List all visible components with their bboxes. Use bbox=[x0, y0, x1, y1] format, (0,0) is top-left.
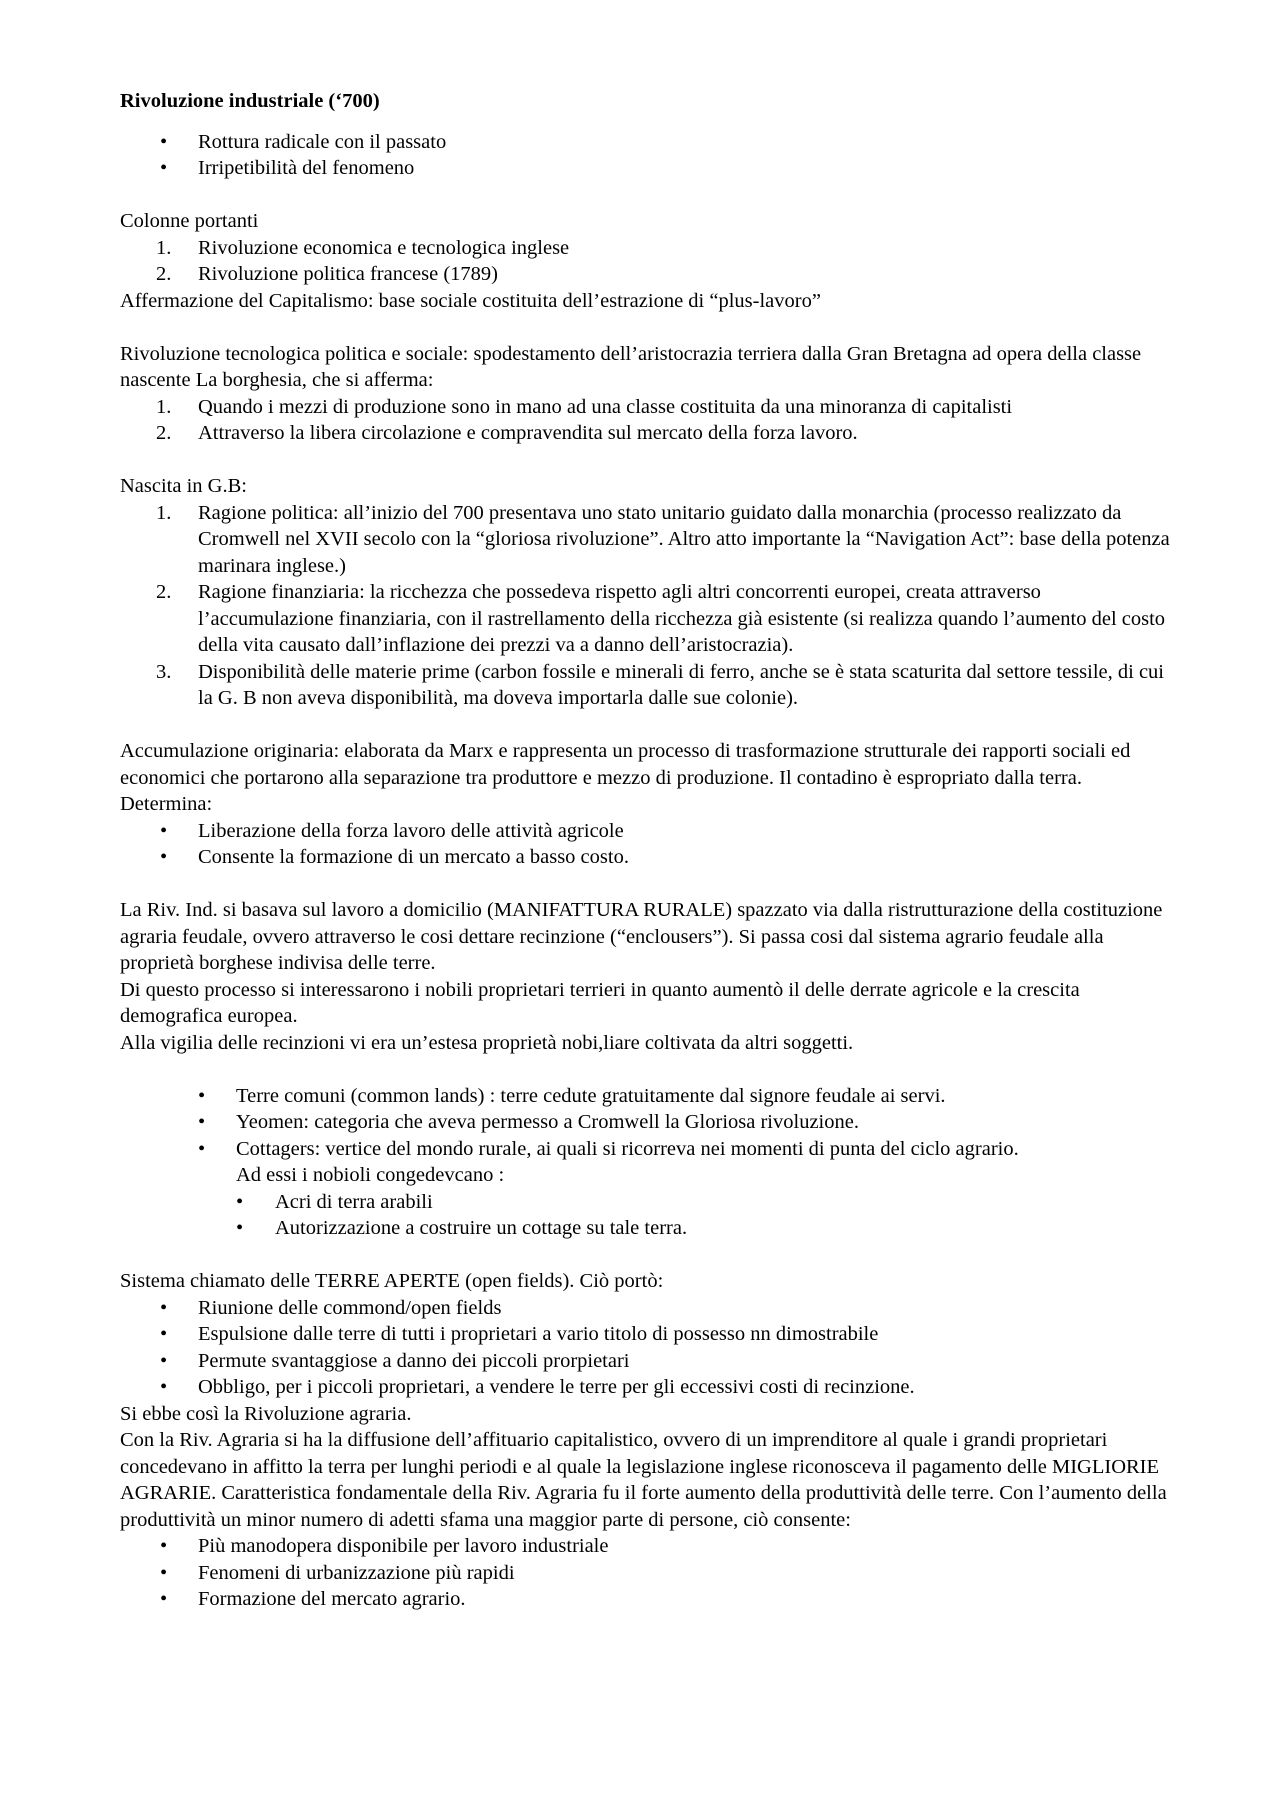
list-item: • Rottura radicale con il passato bbox=[120, 129, 1180, 156]
list-item: • Acri di terra arabili bbox=[120, 1189, 1180, 1216]
list-item: • Espulsione dalle terre di tutti i proprietari a vario titolo di possesso nn dimostrabile bbox=[120, 1321, 1180, 1348]
list-item: • Liberazione della forza lavoro delle attività agricole bbox=[120, 818, 1180, 845]
list-item: • Consente la formazione di un mercato a basso costo. bbox=[120, 844, 1180, 871]
agraria-paragraph: Con la Riv. Agraria si ha la diffusione dell’affituario capitalistico, ovvero di un imprenditore al quale i grandi proprietari concedevano in affitto la terra per lunghi periodi e al quale la legislazione inglese riconosceva il pagamento delle MIGLIORIE AGRARIE. Caratteristica fondamentale della Riv. Agraria fu il forte aumento della produttività delle terre. Con l’aumento della produttività un minor numero di adetti sfama una maggior parte di persone, ciò consente: bbox=[120, 1429, 1167, 1531]
determina-heading: Determina: bbox=[120, 793, 213, 815]
rivoluzione-industriale-paragraph: La Riv. Ind. si basava sul lavoro a domicilio (MANIFATTURA RURALE) spazzato via dalla ristrutturazione della costituzione agraria feudale, ovvero attraverso le cosi dettare recinzione (“enclousers”). Si passa cosi dal sistema agrario feudale alla proprietà borghese indivisa delle terre. bbox=[120, 899, 1163, 974]
list-item: • Riunione delle commond/open fields bbox=[120, 1295, 1180, 1322]
list-item: 1. Quando i mezzi di produzione sono in mano ad una classe costituita da una minoranza di capitalisti bbox=[120, 394, 1180, 421]
cottagers-sub-list bbox=[120, 1189, 1180, 1242]
list-item: • Terre comuni (common lands) : terre cedute gratuitamente dal signore feudale ai servi. bbox=[120, 1083, 1180, 1110]
capitalismo-paragraph: Affermazione del Capitalismo: base sociale costituita dell’estrazione di “plus-lavoro” bbox=[120, 289, 821, 312]
determina-bullet-list bbox=[120, 818, 1180, 871]
rivoluzione-tecnologica-paragraph: Rivoluzione tecnologica politica e sociale: spodestamento dell’aristocrazia terriera dalla Gran Bretagna ad opera della classe nascente La borghesia, che si afferma: bbox=[120, 342, 1142, 391]
interesse-paragraph: Di questo processo si interessarono i nobili proprietari terrieri in quanto aumentò il delle derrate agricole e la crescita demografica europea. bbox=[120, 978, 1080, 1027]
list-item: 2. Rivoluzione politica francese (1789) bbox=[120, 261, 1180, 288]
accumulazione-paragraph: Accumulazione originaria: elaborata da Marx e rappresenta un processo di trasformazione strutturale dei rapporti sociali ed economici che portarono alla separazione tra produttore e mezzo di produzione. Il contadino è espropriato dalla terra. bbox=[120, 740, 1131, 789]
list-item: 2. Ragione finanziaria: la ricchezza che possedeva rispetto agli altri concorrenti europei, creata attraverso l’accumulazione finanziaria, con il rastrellamento della ricchezza già esistente (si realizza quando l’aumento del costo della vita causato dall’inflazione dei prezzi va a danno dell’aristocrazia). bbox=[120, 579, 1180, 659]
nascita-heading: Nascita in G.B: bbox=[120, 475, 247, 497]
list-item: • Yeomen: categoria che aveva permesso a Cromwell la Gloriosa rivoluzione. bbox=[120, 1109, 1180, 1136]
terre-aperte-bullet-list bbox=[120, 1295, 1180, 1401]
list-item: • Irripetibilità del fenomeno bbox=[120, 155, 1180, 182]
list-item: • Obbligo, per i piccoli proprietari, a vendere le terre per gli eccessivi costi di recinzione. bbox=[120, 1374, 1180, 1401]
list-item: • Più manodopera disponibile per lavoro industriale bbox=[120, 1533, 1180, 1560]
soggetti-bullet-list bbox=[120, 1083, 1180, 1163]
intro-bullet-list bbox=[120, 129, 1180, 182]
list-item: • Cottagers: vertice del mondo rurale, ai quali si ricorreva nei momenti di punta del ciclo agrario. bbox=[120, 1136, 1180, 1163]
colonne-heading: Colonne portanti bbox=[120, 210, 259, 232]
terre-aperte-heading: Sistema chiamato delle TERRE APERTE (open fields). Ciò portò: bbox=[120, 1270, 664, 1292]
list-item: 2. Attraverso la libera circolazione e compravendita sul mercato della forza lavoro. bbox=[120, 420, 1180, 447]
consente-bullet-list bbox=[120, 1533, 1180, 1613]
list-item: 1. Ragione politica: all’inizio del 700 presentava uno stato unitario guidato dalla monarchia (processo realizzato da Cromwell nel XVII secolo con la “gloriosa rivoluzione”. Altro atto importante la “Navigation Act”: base della potenza marinara inglese.) bbox=[120, 500, 1180, 580]
list-item: 3. Disponibilità delle materie prime (carbon fossile e minerali di ferro, anche se è stata scaturita dal settore tessile, di cui la G. B non aveva disponibilità, ma doveva importarla dalle sue colonie). bbox=[120, 659, 1180, 712]
list-item: • Fenomeni di urbanizzazione più rapidi bbox=[120, 1560, 1180, 1587]
list-item: • Autorizzazione a costruire un cottage su tale terra. bbox=[120, 1215, 1180, 1242]
rivtec-numbered-list bbox=[120, 394, 1180, 447]
rivoluzione-agraria-line: Si ebbe così la Rivoluzione agraria. bbox=[120, 1402, 412, 1425]
nascita-numbered-list bbox=[120, 500, 1180, 712]
vigilia-paragraph: Alla vigilia delle recinzioni vi era un’estesa proprietà nobi,liare coltivata da altri soggetti. bbox=[120, 1031, 854, 1054]
list-item: • Formazione del mercato agrario. bbox=[120, 1586, 1180, 1613]
document-page bbox=[120, 88, 1180, 1613]
document-title: Rivoluzione industriale (‘700) bbox=[120, 90, 380, 112]
list-item: 1. Rivoluzione economica e tecnologica inglese bbox=[120, 235, 1180, 262]
list-item: • Permute svantaggiose a danno dei piccoli prorpietari bbox=[120, 1348, 1180, 1375]
colonne-numbered-list bbox=[120, 235, 1180, 288]
cottagers-continuation: Ad essi i nobioli congedevcano : bbox=[236, 1164, 505, 1186]
